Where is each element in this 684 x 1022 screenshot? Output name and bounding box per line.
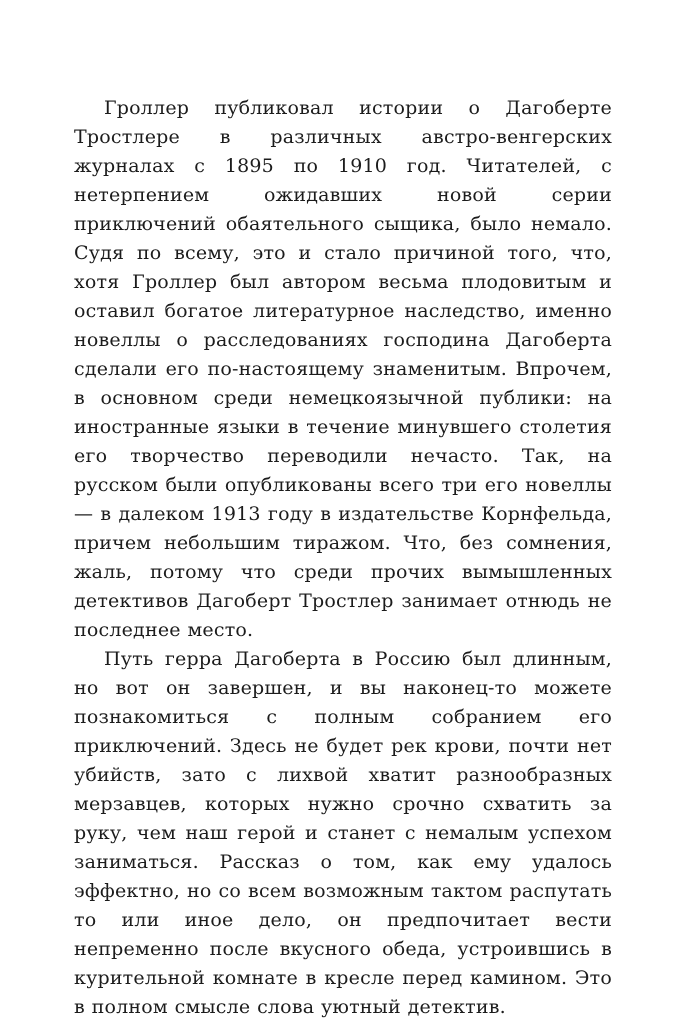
paragraph-conclusion: Путь герра Дагоберта в Россию был длинным, но вот он завершен, и вы наконец-то можете познакомиться с полным собранием его приключений. Здесь не будет рек крови, почти нет убийств, зато с лихвой хватит разнообразных мерзавцев, которых нужно срочно схватить за руку, чем наш герой и станет с немалым успехом заниматься. Рассказ о том, как ему удалось эффектно, но со всем возможным тактом распутать то или иное дело, он предпочитает вести непременно после вкусного обеда, устроившись в курительной комнате в кресле перед камином. Это в полном смысле слова уютный детектив. [74,648,612,1018]
paragraph-intro: Гроллер публиковал истории о Дагоберте Тростлере в различных австро-венгерских журналах с 1895 по 1910 год. Читателей, с нетерпением ожидавших новой серии приключений обаятельного сыщика, было немало. Судя по всему, это и стало причиной того, что, хотя Гроллер был автором весьма плодовитым и оставил богатое литературное наследство, именно новеллы о расследованиях господина Дагоберта сделали его по-настоящему знаменитым. Впрочем, в основном среди немецкоязычной публики: на иностранные языки в течение минувшего столетия его творчество переводили нечасто. Так, на русском были опубликованы всего три его новеллы — в далеком 1913 году в издательстве Корнфельда, причем небольшим тиражом. Что, без сомнения, жаль, потому что среди прочих вымышленных детективов Дагоберт Тростлер занимает отнюдь не последнее место. [74,97,612,641]
